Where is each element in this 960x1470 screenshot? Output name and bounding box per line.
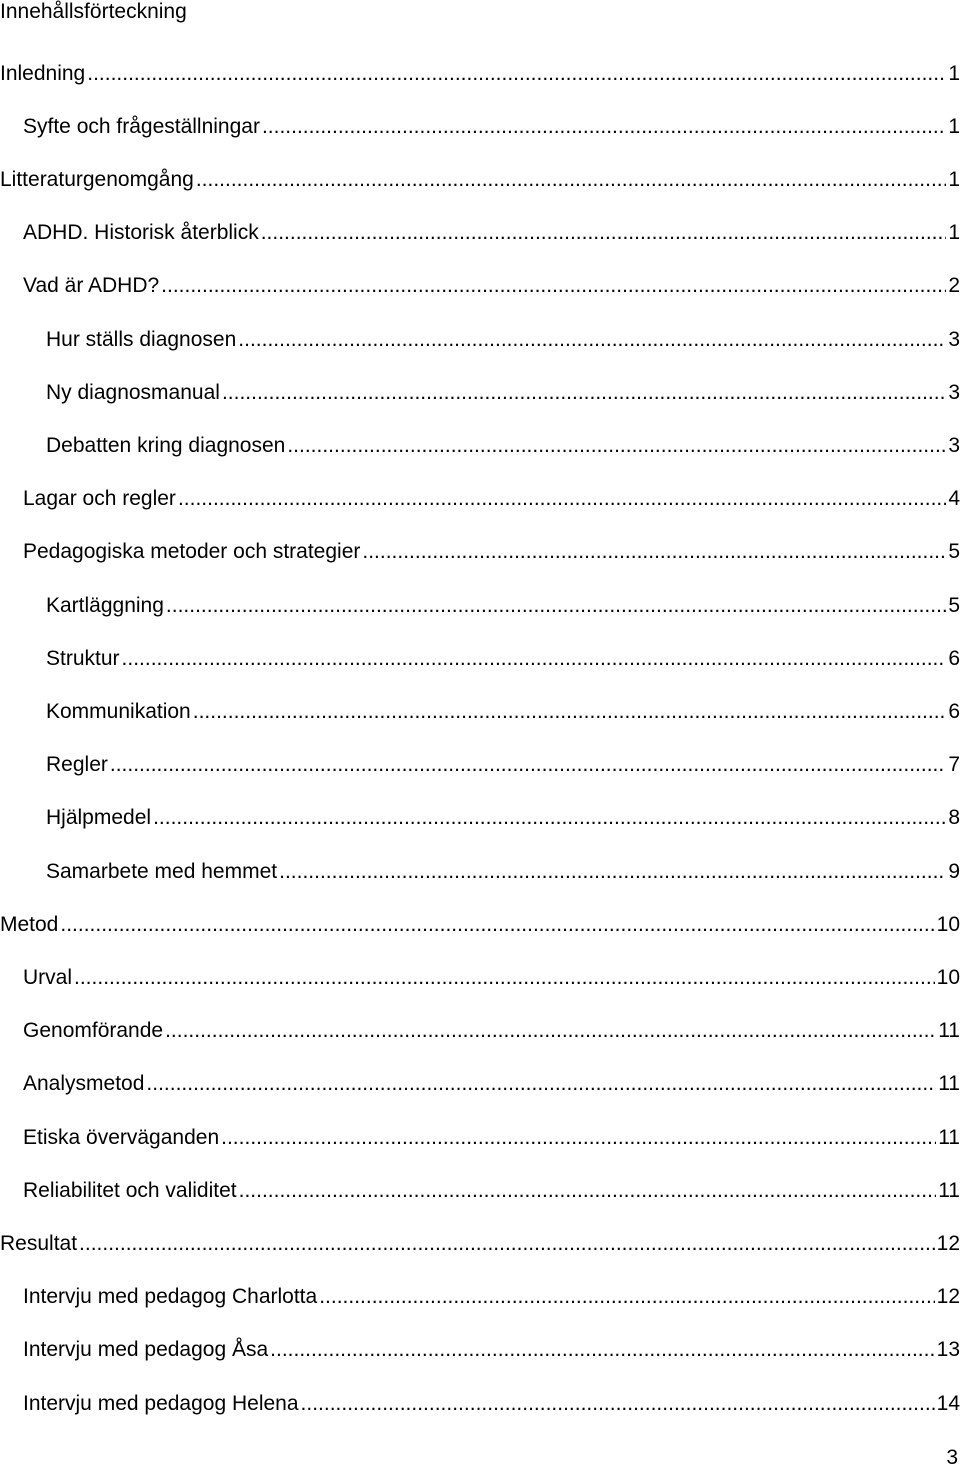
toc-entry[interactable]: [0, 753, 960, 777]
toc-entry-label: Kommunikation: [46, 700, 191, 723]
toc-entry[interactable]: [0, 860, 960, 884]
toc-dot-leader: [287, 434, 946, 458]
toc-dot-leader: [165, 1019, 936, 1043]
toc-entry-page: 6: [948, 700, 960, 723]
toc-entry-label: Syfte och frågeställningar: [23, 115, 260, 138]
toc-entry[interactable]: [0, 1179, 960, 1203]
toc-entry-page: 4: [948, 487, 960, 510]
toc-entry-label: Etiska överväganden: [23, 1126, 220, 1149]
toc-dot-leader: [79, 1232, 935, 1256]
toc-dot-leader: [301, 1392, 935, 1416]
toc-entry-label: Resultat: [0, 1232, 78, 1255]
toc-entry-page: 7: [948, 753, 960, 776]
toc-entry-page: 3: [948, 328, 960, 351]
toc-dot-leader: [166, 594, 946, 618]
toc-entry-page: 11: [938, 1126, 960, 1149]
toc-entry-page: 12: [936, 1232, 960, 1255]
toc-entry[interactable]: [0, 221, 960, 245]
toc-entry[interactable]: [0, 1126, 960, 1150]
toc-entry-label: Hjälpmedel: [46, 806, 152, 829]
toc-entry[interactable]: [0, 540, 960, 564]
toc-entry-label: Intervju med pedagog Helena: [23, 1392, 299, 1415]
toc-entry-page: 6: [948, 647, 960, 670]
toc-dot-leader: [122, 647, 947, 671]
toc-entry-page: 5: [948, 540, 960, 563]
toc-dot-leader: [193, 700, 947, 724]
toc-title: Innehållsförteckning: [0, 0, 187, 23]
toc-entry[interactable]: [0, 381, 960, 405]
toc-entry[interactable]: [0, 434, 960, 458]
toc-entry[interactable]: [0, 1232, 960, 1256]
toc-entry[interactable]: [0, 647, 960, 671]
toc-entry-page: 13: [936, 1338, 960, 1361]
toc-entry[interactable]: [0, 594, 960, 618]
toc-dot-leader: [161, 274, 946, 298]
toc-entry-label: Lagar och regler: [23, 487, 176, 510]
toc-entry-label: Inledning: [0, 62, 86, 85]
toc-entry-label: Pedagogiska metoder och strategier: [23, 540, 361, 563]
toc-entry-label: Samarbete med hemmet: [46, 860, 278, 883]
toc-entry-page: 3: [948, 381, 960, 404]
toc-entry-page: 8: [948, 806, 960, 829]
toc-entry[interactable]: [0, 966, 960, 990]
toc-entry-label: Hur ställs diagnosen: [46, 328, 237, 351]
toc-entry-label: Analysmetod: [23, 1072, 145, 1095]
toc-entry-page: 3: [948, 434, 960, 457]
toc-entry-page: 1: [948, 221, 960, 244]
toc-entry-page: 5: [948, 594, 960, 617]
toc-entry-label: Urval: [23, 966, 73, 989]
toc-dot-leader: [87, 62, 946, 86]
toc-dot-leader: [60, 913, 934, 937]
toc-entry[interactable]: [0, 168, 960, 192]
toc-dot-leader: [279, 860, 946, 884]
toc-entry[interactable]: [0, 1285, 960, 1309]
toc-entry-label: Kartläggning: [46, 594, 164, 617]
toc-dot-leader: [238, 328, 946, 352]
toc-dot-leader: [74, 966, 935, 990]
toc-dot-leader: [239, 1179, 937, 1203]
toc-entry-page: 1: [948, 115, 960, 138]
toc-entry-label: Intervju med pedagog Åsa: [23, 1338, 269, 1361]
toc-dot-leader: [221, 1126, 936, 1150]
toc-dot-leader: [222, 381, 946, 405]
toc-entry[interactable]: [0, 62, 960, 86]
toc-entry-label: Metod: [0, 913, 59, 936]
toc-entry-page: 1: [948, 62, 960, 85]
toc-entry-label: Reliabilitet och validitet: [23, 1179, 237, 1202]
toc-entry-label: Genomförande: [23, 1019, 164, 1042]
toc-entry-label: Litteraturgenomgång: [0, 168, 194, 191]
toc-dot-leader: [178, 487, 946, 511]
toc-entry-page: 2: [948, 274, 960, 297]
toc-entry-page: 11: [938, 1179, 960, 1202]
toc-entry[interactable]: [0, 806, 960, 830]
toc-entry[interactable]: [0, 913, 960, 937]
toc-entry[interactable]: [0, 1072, 960, 1096]
toc-entry-label: Vad är ADHD?: [23, 274, 160, 297]
toc-dot-leader: [362, 540, 946, 564]
toc-entry-label: Intervju med pedagog Charlotta: [23, 1285, 318, 1308]
toc-dot-leader: [146, 1072, 936, 1096]
toc-dot-leader: [319, 1285, 934, 1309]
toc-dot-leader: [270, 1338, 934, 1362]
toc-entry[interactable]: [0, 328, 960, 352]
toc-dot-leader: [153, 806, 946, 830]
toc-entry-page: 11: [938, 1072, 960, 1095]
toc-entry-page: 1: [948, 168, 960, 191]
toc-entry[interactable]: [0, 487, 960, 511]
toc-entry[interactable]: [0, 274, 960, 298]
toc-entry-label: Struktur: [46, 647, 120, 670]
toc-entry[interactable]: [0, 1392, 960, 1416]
toc-entry[interactable]: [0, 700, 960, 724]
toc-entry-page: 12: [936, 1285, 960, 1308]
toc-dot-leader: [110, 753, 946, 777]
toc-entry[interactable]: [0, 1338, 960, 1362]
toc-entry[interactable]: [0, 1019, 960, 1043]
toc-entry-page: 11: [938, 1019, 960, 1042]
toc-entry-label: Debatten kring diagnosen: [46, 434, 286, 457]
toc-entry-page: 9: [948, 860, 960, 883]
toc-entry-page: 14: [936, 1392, 960, 1415]
toc-dot-leader: [196, 168, 947, 192]
toc-dot-leader: [261, 221, 947, 245]
toc-entry-label: ADHD. Historisk återblick: [23, 221, 259, 244]
toc-entry-label: Regler: [46, 753, 108, 776]
toc-entry-page: 10: [936, 966, 960, 989]
toc-dot-leader: [262, 115, 946, 139]
toc-entry-label: Ny diagnosmanual: [46, 381, 220, 404]
page-number: 3: [946, 1446, 958, 1469]
toc-entry[interactable]: [0, 115, 960, 139]
toc-entry-page: 10: [936, 913, 960, 936]
